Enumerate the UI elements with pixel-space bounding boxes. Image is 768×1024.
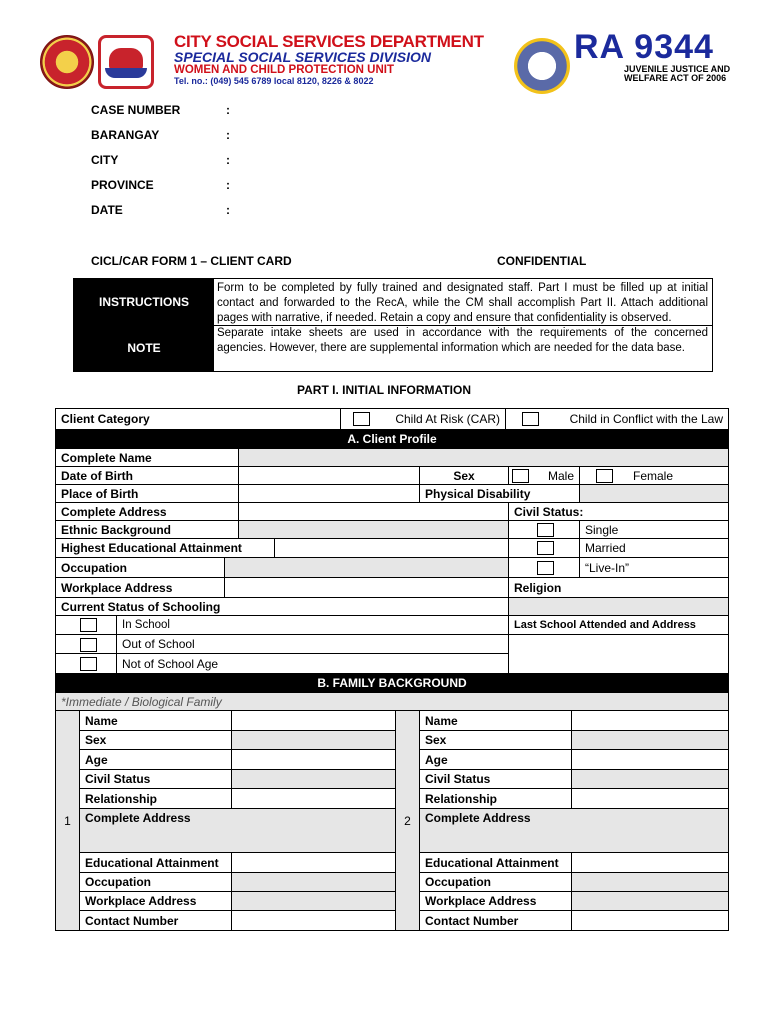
family-contact-field[interactable] xyxy=(571,910,729,931)
religion-field[interactable] xyxy=(508,597,729,616)
family-contact-field[interactable] xyxy=(231,910,396,931)
ra-9344-title: RA 9344 xyxy=(574,28,714,66)
last-school-field[interactable] xyxy=(508,634,729,674)
family-education-field[interactable] xyxy=(571,852,729,873)
in-school-checkbox-cell[interactable] xyxy=(55,615,117,635)
family-education-label: Educational Attainment xyxy=(79,852,232,873)
letterhead xyxy=(36,30,736,92)
family-sex-field[interactable] xyxy=(571,730,729,750)
workplace-field[interactable] xyxy=(224,577,509,598)
pob-field[interactable] xyxy=(238,484,420,503)
married-checkbox[interactable] xyxy=(537,541,554,555)
out-school-checkbox-cell[interactable] xyxy=(55,634,117,654)
family-relationship-field[interactable] xyxy=(571,788,729,809)
instructions-row xyxy=(74,279,712,326)
telephone-numbers: Tel. no.: (049) 545 6789 local 8120, 8226 & 8022 xyxy=(174,76,374,86)
family-occupation-field[interactable] xyxy=(571,872,729,892)
note-row xyxy=(74,325,712,371)
date-row: DATE : xyxy=(91,203,230,217)
family-workplace-field[interactable] xyxy=(571,891,729,911)
family-sex-field[interactable] xyxy=(231,730,396,750)
address-field[interactable] xyxy=(238,502,509,521)
not-school-age-checkbox[interactable] xyxy=(80,657,97,671)
family-contact-label: Contact Number xyxy=(419,910,572,931)
barangay-row: BARANGAY : xyxy=(91,128,230,142)
note-text: Separate intake sheets are used in accordance with the requirements of the concerned agencies. However, there are supplemental information which are needed for the data base. xyxy=(217,327,708,354)
section-a-header: A. Client Profile xyxy=(55,429,729,448)
family-member-number: 1 xyxy=(55,710,80,931)
family-column-gap xyxy=(395,710,405,931)
instructions-text: Form to be completed by fully trained and designated staff. Part I must be filled up at initial contact and forwarded to the RecA, while the CM shall accomplish Part II. Attach additional pages with narrative, if needed. Retain a copy and ensure that confidentiality is observed. xyxy=(217,282,708,324)
single-checkbox[interactable] xyxy=(537,523,554,537)
education-field[interactable] xyxy=(274,538,509,558)
complete-name-field[interactable] xyxy=(238,448,729,467)
family-occupation-label: Occupation xyxy=(79,872,232,892)
schooling-label: Current Status of Schooling xyxy=(55,597,509,616)
married-option: Married xyxy=(579,538,729,558)
livein-checkbox[interactable] xyxy=(537,561,554,575)
city-seal-logo xyxy=(40,35,94,89)
complete-name-label: Complete Name xyxy=(55,448,239,467)
division-name: SPECIAL SOCIAL SERVICES DIVISION xyxy=(174,49,431,65)
single-option: Single xyxy=(579,520,729,539)
occupation-label: Occupation xyxy=(55,557,225,578)
family-civil-field[interactable] xyxy=(231,769,396,789)
family-education-field[interactable] xyxy=(231,852,396,873)
family-age-field[interactable] xyxy=(231,749,396,770)
case-info-block xyxy=(91,103,230,228)
ethnic-label: Ethnic Background xyxy=(55,520,239,539)
address-label: Complete Address xyxy=(55,502,239,521)
family-relationship-label: Relationship xyxy=(79,788,232,809)
city-row: CITY : xyxy=(91,153,230,167)
cicl-option[interactable]: Child in Conflict with the Law xyxy=(505,408,729,430)
single-checkbox-cell[interactable] xyxy=(508,520,580,539)
family-education-label: Educational Attainment xyxy=(419,852,572,873)
section-b-header: B. FAMILY BACKGROUND xyxy=(55,673,729,693)
family-civil-label: Civil Status xyxy=(79,769,232,789)
family-civil-field[interactable] xyxy=(571,769,729,789)
form-title: CICL/CAR FORM 1 – CLIENT CARD xyxy=(91,254,292,268)
family-address-label[interactable]: Complete Address xyxy=(419,808,729,853)
family-sex-label: Sex xyxy=(419,730,572,750)
family-occupation-field[interactable] xyxy=(231,872,396,892)
province-row: PROVINCE : xyxy=(91,178,230,192)
female-option[interactable]: Female xyxy=(579,466,729,485)
female-checkbox[interactable] xyxy=(596,469,613,483)
last-school-label: Last School Attended and Address xyxy=(508,615,729,635)
religion-label: Religion xyxy=(508,577,729,598)
disability-label: Physical Disability xyxy=(419,484,580,503)
male-option[interactable]: Male xyxy=(508,466,580,485)
civil-status-label: Civil Status: xyxy=(508,502,729,521)
case-number-row: CASE NUMBER : xyxy=(91,103,230,117)
family-name-field[interactable] xyxy=(231,710,396,731)
dob-label: Date of Birth xyxy=(55,466,239,485)
family-workplace-label: Workplace Address xyxy=(419,891,572,911)
family-workplace-field[interactable] xyxy=(231,891,396,911)
family-age-label: Age xyxy=(79,749,232,770)
not-school-age-checkbox-cell[interactable] xyxy=(55,653,117,674)
family-age-label: Age xyxy=(419,749,572,770)
livein-checkbox-cell[interactable] xyxy=(508,557,580,578)
cssd-family-logo xyxy=(98,35,154,89)
family-relationship-field[interactable] xyxy=(231,788,396,809)
family-member-number: 2 xyxy=(395,710,420,931)
note-label: NOTE xyxy=(74,325,214,371)
pob-label: Place of Birth xyxy=(55,484,239,503)
education-label: Highest Educational Attainment xyxy=(55,538,275,558)
instructions-box xyxy=(73,278,713,372)
family-name-field[interactable] xyxy=(571,710,729,731)
family-occupation-label: Occupation xyxy=(419,872,572,892)
car-checkbox[interactable] xyxy=(353,412,370,426)
unit-name: WOMEN AND CHILD PROTECTION UNIT xyxy=(174,64,394,76)
instructions-label: INSTRUCTIONS xyxy=(74,279,214,325)
in-school-checkbox[interactable] xyxy=(80,618,97,632)
car-option[interactable]: Child At Risk (CAR) xyxy=(340,408,506,430)
family-civil-label: Civil Status xyxy=(419,769,572,789)
family-age-field[interactable] xyxy=(571,749,729,770)
disability-field[interactable] xyxy=(579,484,729,503)
in-school-option: In School xyxy=(116,615,509,635)
part1-title: PART I. INITIAL INFORMATION xyxy=(297,383,471,397)
family-name-label: Name xyxy=(79,710,232,731)
family-address-label[interactable]: Complete Address xyxy=(79,808,396,853)
family-workplace-label: Workplace Address xyxy=(79,891,232,911)
family-note: *Immediate / Biological Family xyxy=(55,692,729,711)
ra-subtitle: JUVENILE JUSTICE AND WELFARE ACT OF 2006 xyxy=(624,64,731,83)
not-school-age-option: Not of School Age xyxy=(116,653,509,674)
out-school-checkbox[interactable] xyxy=(80,638,97,652)
client-category-label: Client Category xyxy=(55,408,341,430)
family-sex-label: Sex xyxy=(79,730,232,750)
livein-option: “Live-In” xyxy=(579,557,729,578)
male-checkbox[interactable] xyxy=(512,469,529,483)
confidential-label: CONFIDENTIAL xyxy=(497,254,587,268)
cicl-checkbox[interactable] xyxy=(522,412,539,426)
out-school-option: Out of School xyxy=(116,634,509,654)
family-name-label: Name xyxy=(419,710,572,731)
family-contact-label: Contact Number xyxy=(79,910,232,931)
family-relationship-label: Relationship xyxy=(419,788,572,809)
dob-field[interactable] xyxy=(238,466,420,485)
department-name: CITY SOCIAL SERVICES DEPARTMENT xyxy=(174,32,484,51)
workplace-label: Workplace Address xyxy=(55,577,225,598)
jjwc-seal-logo xyxy=(514,38,570,94)
occupation-field[interactable] xyxy=(224,557,509,578)
sex-label: Sex xyxy=(419,466,509,485)
married-checkbox-cell[interactable] xyxy=(508,538,580,558)
ethnic-field[interactable] xyxy=(238,520,509,539)
